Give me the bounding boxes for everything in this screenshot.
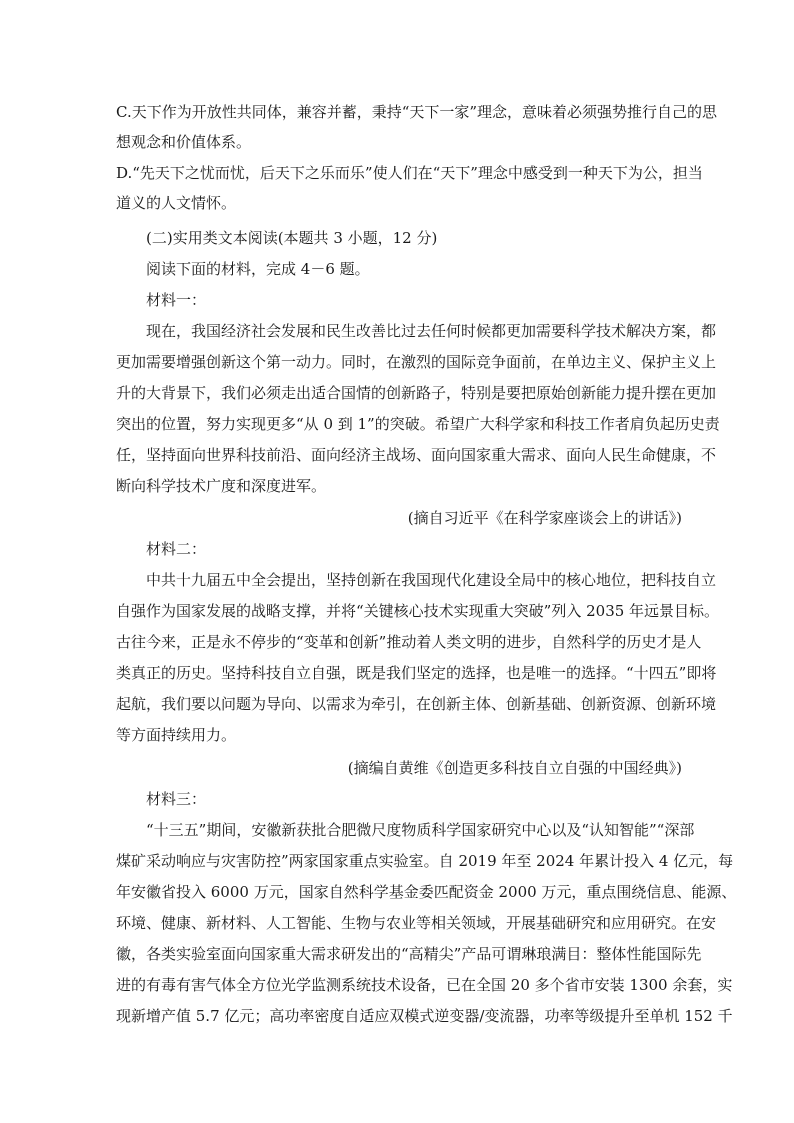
option-d-line-1: D.“先天下之忧而忧，后天下之乐而乐”使人们在“天下”理念中感受到一种天下为公，担当 (116, 164, 703, 182)
option-c-line-1: C.天下作为开放性共同体，兼容并蓄，秉持“天下一家”理念，意味着必须强势推行自己的思 (116, 103, 718, 121)
material-1-line-3: 升的大背景下，我们必须走出适合国情的创新路子，特别是要把原始创新能力提升摆在更加 (116, 384, 717, 402)
material-3-line-4: 环境、健康、新材料、人工智能、生物与农业等相关领域，开展基础研究和应用研究。在安 (116, 914, 717, 932)
material-3-line-7: 现新增产值 5.7 亿元；高功率密度自适应双模式逆变器/变流器，功率等级提升至单机 152 千 (116, 1007, 733, 1025)
instruction: 阅读下面的材料，完成 4－6 题。 (146, 260, 370, 278)
material-1-line-6: 断向科学技术广度和深度进军。 (116, 477, 327, 495)
material-2-line-6: 等方面持续用力。 (116, 726, 237, 744)
material-1-line-4: 突出的位置，努力实现更多“从 0 到 1”的突破。希望广大科学家和科技工作者肩负起历史责 (116, 415, 720, 433)
material-3-line-2: 煤矿采动响应与灾害防控”两家国家重点实验室。自 2019 年至 2024 年累计投入 4 亿元，每 (116, 852, 734, 870)
option-d-line-2: 道义的人文情怀。 (116, 194, 237, 212)
material-1-label: 材料一： (146, 291, 207, 309)
option-c-line-2: 想观念和价值体系。 (116, 133, 252, 151)
material-1-line-2: 更加需要增强创新这个第一动力。同时，在激烈的国际竞争面前，在单边主义、保护主义上 (116, 353, 717, 371)
material-1-line-5: 任，坚持面向世界科技前沿、面向经济主战场、面向国家重大需求、面向人民生命健康，不 (116, 446, 717, 464)
material-2-line-1: 中共十九届五中全会提出，坚持创新在我国现代化建设全局中的核心地位，把科技自立 (146, 571, 717, 589)
material-1-line-1: 现在，我国经济社会发展和民生改善比过去任何时候都更加需要科学技术解决方案，都 (146, 322, 717, 340)
material-2-label: 材料二： (146, 540, 207, 558)
material-3-label: 材料三： (146, 790, 207, 808)
material-2-line-2: 自强作为国家发展的战略支撑，并将“关键核心技术实现重大突破”列入 2035 年远景目标。 (116, 602, 720, 620)
material-3-line-3: 年安徽省投入 6000 万元，国家自然科学基金委匹配资金 2000 万元，重点围绕信息、能源、 (116, 883, 737, 901)
material-3-line-6: 进的有毒有害气体全方位光学监测系统技术设备，已在全国 20 多个省市安装 1300 余套，实 (116, 976, 733, 994)
material-3-line-5: 徽，各类实验室面向国家重大需求研发出的“高精尖”产品可谓琳琅满目：整体性能国际先 (116, 945, 702, 963)
material-2-line-4: 类真正的历史。坚持科技自立自强，既是我们坚定的选择，也是唯一的选择。“十四五”即将 (116, 664, 717, 682)
material-2-source: (摘编自黄维《创造更多科技自立自强的中国经典》) (347, 759, 682, 777)
material-2-line-3: 古往今来，正是永不停步的“变革和创新”推动着人类文明的进步，自然科学的历史才是人 (116, 633, 702, 651)
section-heading: (二)实用类文本阅读(本题共 3 小题，12 分) (146, 229, 438, 247)
material-2-line-5: 起航，我们要以问题为导向、以需求为牵引，在创新主体、创新基础、创新资源、创新环境 (116, 695, 717, 713)
material-1-source: (摘自习近平《在科学家座谈会上的讲话》) (407, 509, 682, 527)
material-3-line-1: “十三五”期间，安徽新获批合肥微尺度物质科学国家研究中心以及“认知智能”“深部 (146, 821, 695, 839)
